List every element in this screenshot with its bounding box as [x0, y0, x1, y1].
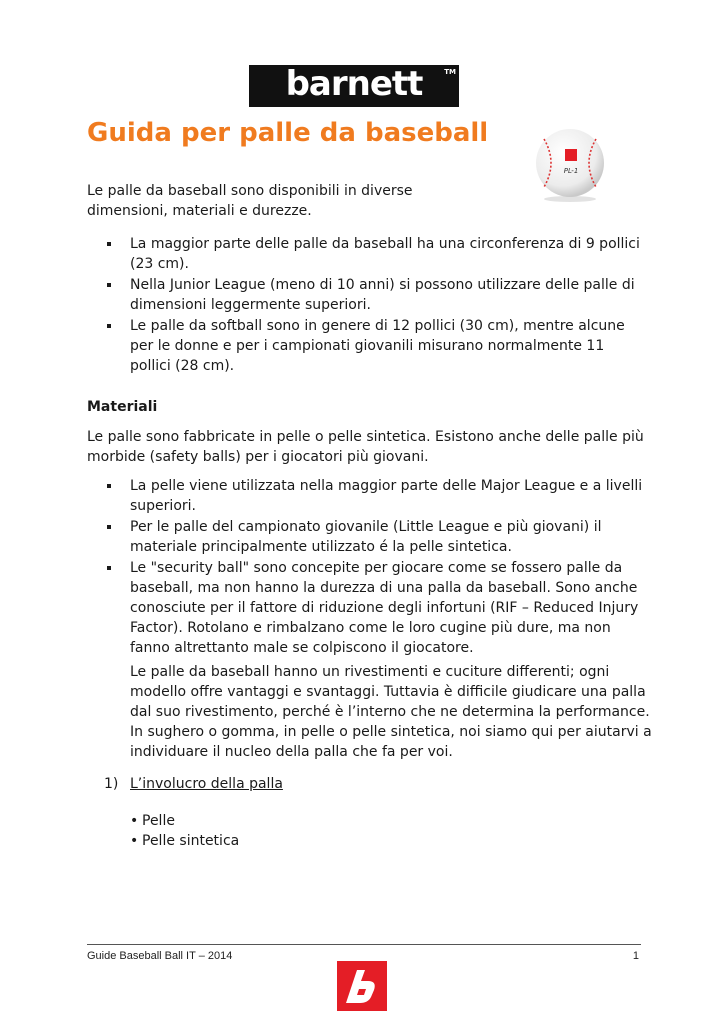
list-item-label: Pelle sintetica — [142, 833, 240, 849]
list-item: Per le palle del campionato giovanile (Little League e più giovani) il materiale principalmente utilizzato é la pelle sintetica. — [87, 517, 647, 557]
list-item: Le palle da softball sono in genere di 12 pollici (30 cm), mentre alcune per le donne e per i campionati giovanili misurano normalmente 11 pollici (28 cm). — [87, 316, 647, 376]
materials-intro: Le palle sono fabbricate in pelle o pelle sintetica. Esistono anche delle palle più morbide (safety balls) per i giocatori più giovani. — [87, 429, 644, 465]
list-item: La pelle viene utilizzata nella maggior parte delle Major League e a livelli superiori. — [87, 476, 647, 516]
page-number: 1 — [632, 950, 639, 962]
ball-brand-icon — [565, 149, 577, 161]
list-item: Nella Junior League (meno di 10 anni) si possono utilizzare delle palle di dimensioni leggermente superiori. — [87, 275, 647, 315]
materials-paragraph: Le palle da baseball hanno un rivestimenti e cuciture differenti; ogni modello offre vantaggi e svantaggi. Tuttavia è difficile giudicare una palla dal suo rivestimento, perché è l’interno che ne determina la performance. In sughero o gomma, in pelle o pelle sintetica, noi siamo qui per aiutarvi a individuare il nucleo della palla che fa per voi. — [130, 664, 652, 760]
footer-text: Guide Baseball Ball IT – 2014 — [87, 950, 233, 962]
list-item: La maggior parte delle palle da baseball ha una circonferenza di 9 pollici (23 cm). — [87, 234, 647, 274]
bullet: • — [130, 833, 139, 849]
page-title: Guida per palle da baseball — [87, 118, 489, 148]
logo-wordmark: barnett — [285, 64, 423, 104]
section-title: L’involucro della palla — [130, 776, 283, 792]
list-item: Le "security ball" sono concepite per giocare come se fossero palle da baseball, ma non hanno la durezza di una palla da baseball. Sono anche conosciute per il fattore di riduzione degli infortuni (RIF – Reduced Injury Factor). Rotolano e rimbalzano come le loro cugine più dure, ma non fanno altrettanto male se colpiscono il giocatore. — [87, 558, 647, 658]
logo-trademark: TM — [444, 68, 456, 76]
sizes-list — [87, 234, 647, 377]
bullet: • — [130, 813, 139, 829]
barnett-logo — [249, 65, 459, 107]
section-number: 1) — [104, 776, 119, 792]
footer-divider — [87, 944, 641, 945]
cover-list — [130, 811, 239, 851]
list-item-label: Pelle — [142, 813, 175, 829]
baseball-image — [532, 125, 608, 203]
ball-print: PL-1 — [563, 167, 579, 175]
materials-heading: Materiali — [87, 399, 158, 415]
barnett-b-logo-icon — [337, 961, 387, 1011]
intro-paragraph: Le palle da baseball sono disponibili in diverse dimensioni, materiali e durezze. — [87, 183, 413, 219]
materials-list — [87, 476, 647, 659]
list-item — [130, 831, 239, 851]
section-heading — [104, 774, 283, 794]
list-item — [130, 811, 239, 831]
